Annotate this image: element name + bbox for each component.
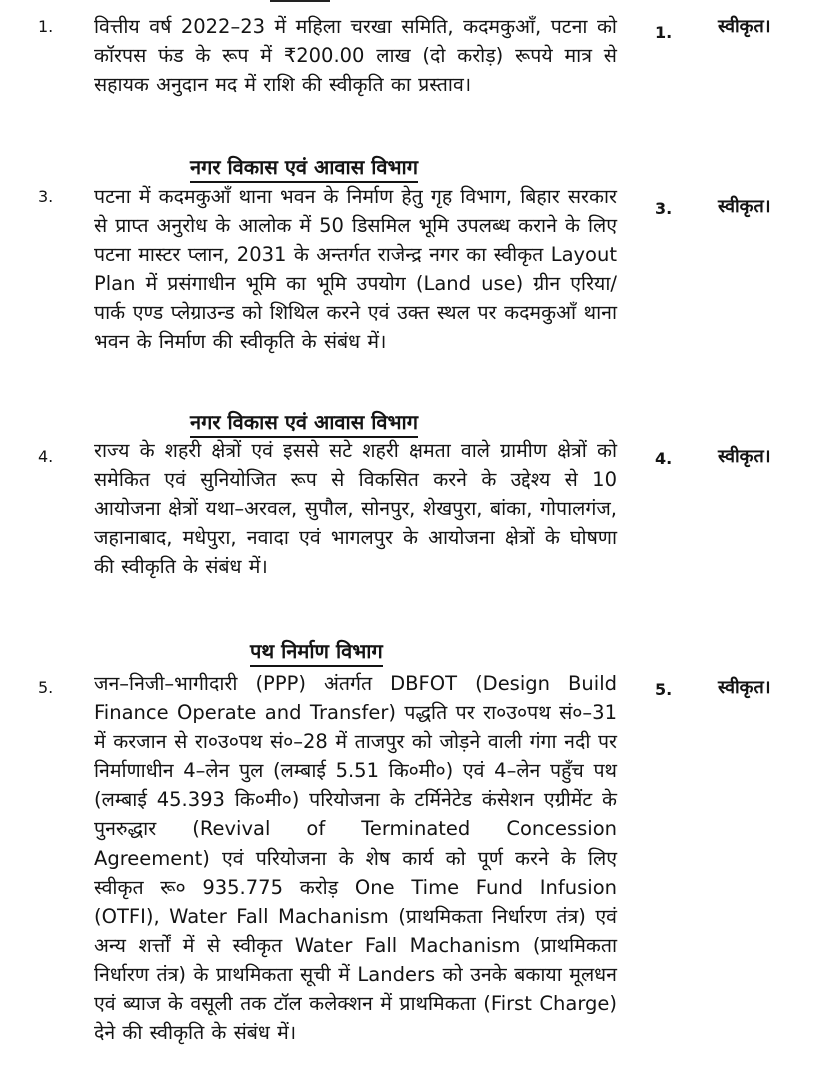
result-number: 3. [655,199,673,218]
item-text: वित्तीय वर्ष 2022–23 में महिला चरखा समिति, कदमकुआँ, पटना को कॉरपस फंड के रूप में ₹200.00 लाख (दो करोड़) रूपये मात्र से सहायक अनुदान मद में राशि की स्वीकृति का प्रस्ताव। [94,15,617,97]
status-label: स्वीकृत। [718,677,771,698]
department-heading: नगर विकास एवं आवास विभाग [190,153,418,183]
agenda-item-5 [0,669,828,1079]
item-number: 3. [38,187,54,206]
item-number: 5. [38,678,54,697]
agenda-item-4 [0,436,828,616]
top-rule [270,0,330,2]
item-text: जन–निजी–भागीदारी (PPP) अंतर्गत DBFOT (Design Build Finance Operate and Transfer) पद्धति पर रा०उ०पथ सं०–31 में करजान से रा०उ०पथ सं०–28 में ताजपुर को जोड़ने वाली गंगा नदी पर निर्माणाधीन 4–लेन पुल (लम्बाई 5.51 कि०मी०) एवं 4–लेन पहुँच पथ (लम्बाई 45.393 कि०मी०) परियोजना के टर्मिनेटेड कंसेशन एग्रीमेंट के पुनरुद्धार (Revival of Terminated Concession Agreement) एवं परियोजना के शेष कार्य को पूर्ण करने के लिए स्वीकृत रू० 935.775 करोड़ One Time Fund Infusion (OTFI), Water Fall Machanism (प्राथमिकता निर्धारण तंत्र) एवं अन्य शर्त्तों में से स्वीकृत Water Fall Machanism (प्राथमिकता निर्धारण तंत्र) के प्राथमिकता सूची में Landers को उनके बकाया मूलधन एवं ब्याज के वसूली तक टॉल कलेक्शन में प्राथमिकता (First Charge) देने की स्वीकृति के संबंध में। [94,672,617,1045]
agenda-item-1 [0,12,828,132]
status-label: स्वीकृत। [718,16,771,37]
item-number: 4. [38,447,54,466]
result-number: 4. [655,449,673,468]
agenda-item-3 [0,182,828,392]
status-label: स्वीकृत। [718,196,771,217]
item-text: राज्य के शहरी क्षेत्रों एवं इससे सटे शहरी क्षमता वाले ग्रामीण क्षेत्रों को समेकित एवं सुनियोजित रूप से विकसित करने के उद्देश्य से 10 आयोजना क्षेत्रों यथा–अरवल, सुपौल, सोनपुर, शेखपुरा, बांका, गोपालगंज, जहानाबाद, मधेपुरा, नवादा एवं भागलपुर के आयोजना क्षेत्रों के घोषणा की स्वीकृति के संबंध में। [94,439,617,579]
item-number: 1. [38,17,54,36]
result-number: 5. [655,680,673,699]
result-number: 1. [655,23,673,42]
department-heading: पथ निर्माण विभाग [250,637,383,667]
item-text: पटना में कदमकुआँ थाना भवन के निर्माण हेतु गृह विभाग, बिहार सरकार से प्राप्त अनुरोध के आलोक में 50 डिसमिल भूमि उपलब्ध कराने के लिए पटना मास्टर प्लान, 2031 के अन्तर्गत राजेन्द्र नगर का स्वीकृत Layout Plan में प्रसंगाधीन भूमि का भूमि उपयोग (Land use) ग्रीन एरिया/पार्क एण्ड प्लेग्राउन्ड को शिथिल करने एवं उक्त स्थल पर कदमकुआँ थाना भवन के निर्माण की स्वीकृति के संबंध में। [94,185,617,354]
status-label: स्वीकृत। [718,446,771,467]
department-heading: नगर विकास एवं आवास विभाग [190,408,418,438]
